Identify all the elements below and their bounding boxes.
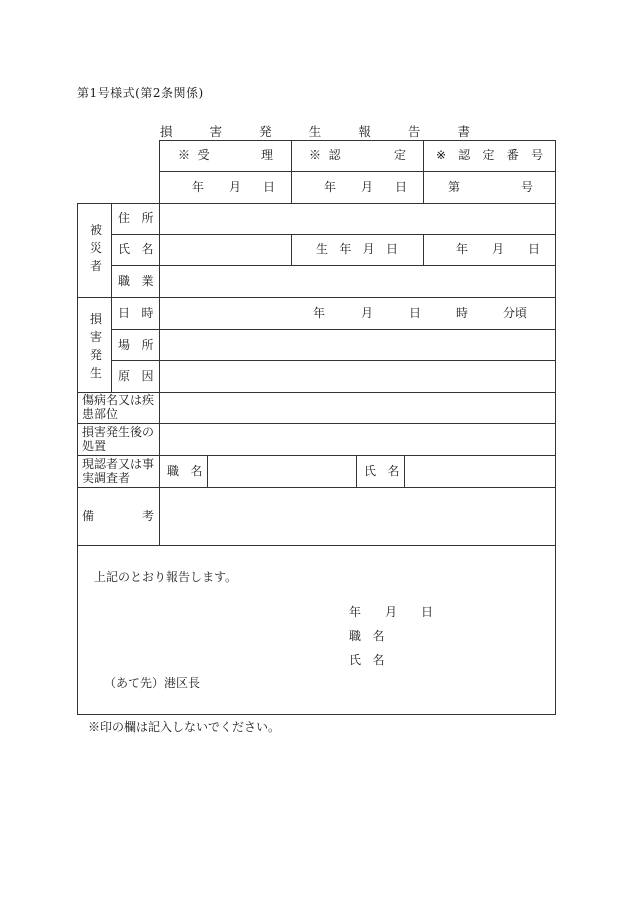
place-field[interactable]: [160, 330, 555, 360]
datetime-field[interactable]: [160, 298, 555, 329]
day-label: 日: [263, 180, 276, 194]
datetime-label: 日 時: [118, 306, 154, 320]
day-label: 日: [528, 242, 541, 256]
year-label: 年: [313, 306, 326, 320]
approval-mark-label: ※ 認: [309, 148, 341, 162]
witness-title-field[interactable]: [208, 456, 356, 487]
cert-number-label: ※ 認 定 番 号: [436, 148, 543, 162]
occupation-field[interactable]: [160, 266, 555, 297]
title-char: 書: [457, 124, 470, 139]
address-label: 住 所: [118, 211, 154, 225]
rule: [356, 455, 357, 487]
remarks-field[interactable]: [160, 488, 555, 545]
declarant-title-field[interactable]: [390, 626, 550, 644]
after-action-label: 損害発生後の処置: [82, 425, 155, 453]
year-label: 年: [349, 605, 362, 619]
address-field[interactable]: [160, 204, 555, 234]
cause-field[interactable]: [160, 361, 555, 392]
rule: [77, 545, 556, 546]
witness-name-field[interactable]: [405, 456, 555, 487]
title-char: 生: [308, 124, 322, 139]
name-field[interactable]: [160, 235, 291, 265]
hour-label: 時: [456, 306, 469, 320]
declaration-statement: 上記のとおり報告します。: [94, 570, 238, 584]
remarks-label: 備 考: [82, 509, 154, 523]
document-title: [160, 122, 470, 140]
footnote: ※印の欄は記入しないでください。: [88, 720, 281, 734]
rule: [77, 714, 556, 715]
year-label: 年: [192, 180, 205, 194]
witness-name-label: 氏 名: [364, 464, 400, 478]
rule: [555, 140, 556, 714]
number-suffix-label: 号: [521, 180, 534, 194]
victim-group-label: 被 災 者: [90, 223, 103, 273]
occupation-label: 職 業: [118, 274, 154, 288]
name-label: 氏 名: [118, 242, 154, 256]
injury-label: 傷病名又は疾患部位: [82, 393, 155, 421]
title-char: 害: [209, 124, 223, 139]
title-char: 損: [160, 124, 173, 139]
title-char: 告: [407, 124, 421, 139]
year-label: 年: [324, 180, 337, 194]
approval-label: 定: [394, 148, 407, 162]
addressee: （あて先）港区長: [104, 676, 201, 690]
form-number: 第1号様式(第2条関係): [77, 86, 204, 100]
title-char: 発: [259, 124, 272, 139]
day-label: 日: [395, 180, 408, 194]
rule: [291, 234, 292, 265]
dob-label: 生 年 月 日: [316, 242, 398, 256]
rule: [111, 203, 112, 392]
receipt-label: 理: [261, 148, 274, 162]
declarant-title-label: 職 名: [349, 629, 385, 643]
day-label: 日: [421, 605, 434, 619]
title-char: 報: [358, 124, 371, 139]
month-label: 月: [229, 180, 242, 194]
month-label: 月: [361, 306, 374, 320]
declarant-name-label: 氏 名: [349, 653, 385, 667]
day-label: 日: [409, 306, 422, 320]
receipt-mark-label: ※ 受: [178, 148, 210, 162]
rule: [159, 140, 556, 141]
cert-number-field[interactable]: [424, 172, 555, 203]
month-label: 月: [492, 242, 505, 256]
month-label: 月: [385, 605, 398, 619]
after-action-field[interactable]: [160, 424, 555, 455]
declarant-name-field[interactable]: [390, 650, 550, 668]
minute-label: 分頃: [503, 306, 528, 320]
cause-label: 原 因: [118, 369, 154, 383]
year-label: 年: [456, 242, 469, 256]
witness-title-label: 職 名: [167, 464, 203, 478]
place-label: 場 所: [118, 338, 154, 352]
injury-field[interactable]: [160, 393, 555, 423]
incident-group-label: 損 害 発 生: [90, 312, 103, 380]
rule: [77, 203, 78, 714]
witness-label: 現認者又は事実調査者: [82, 457, 155, 485]
number-prefix-label: 第: [448, 180, 461, 194]
month-label: 月: [361, 180, 374, 194]
